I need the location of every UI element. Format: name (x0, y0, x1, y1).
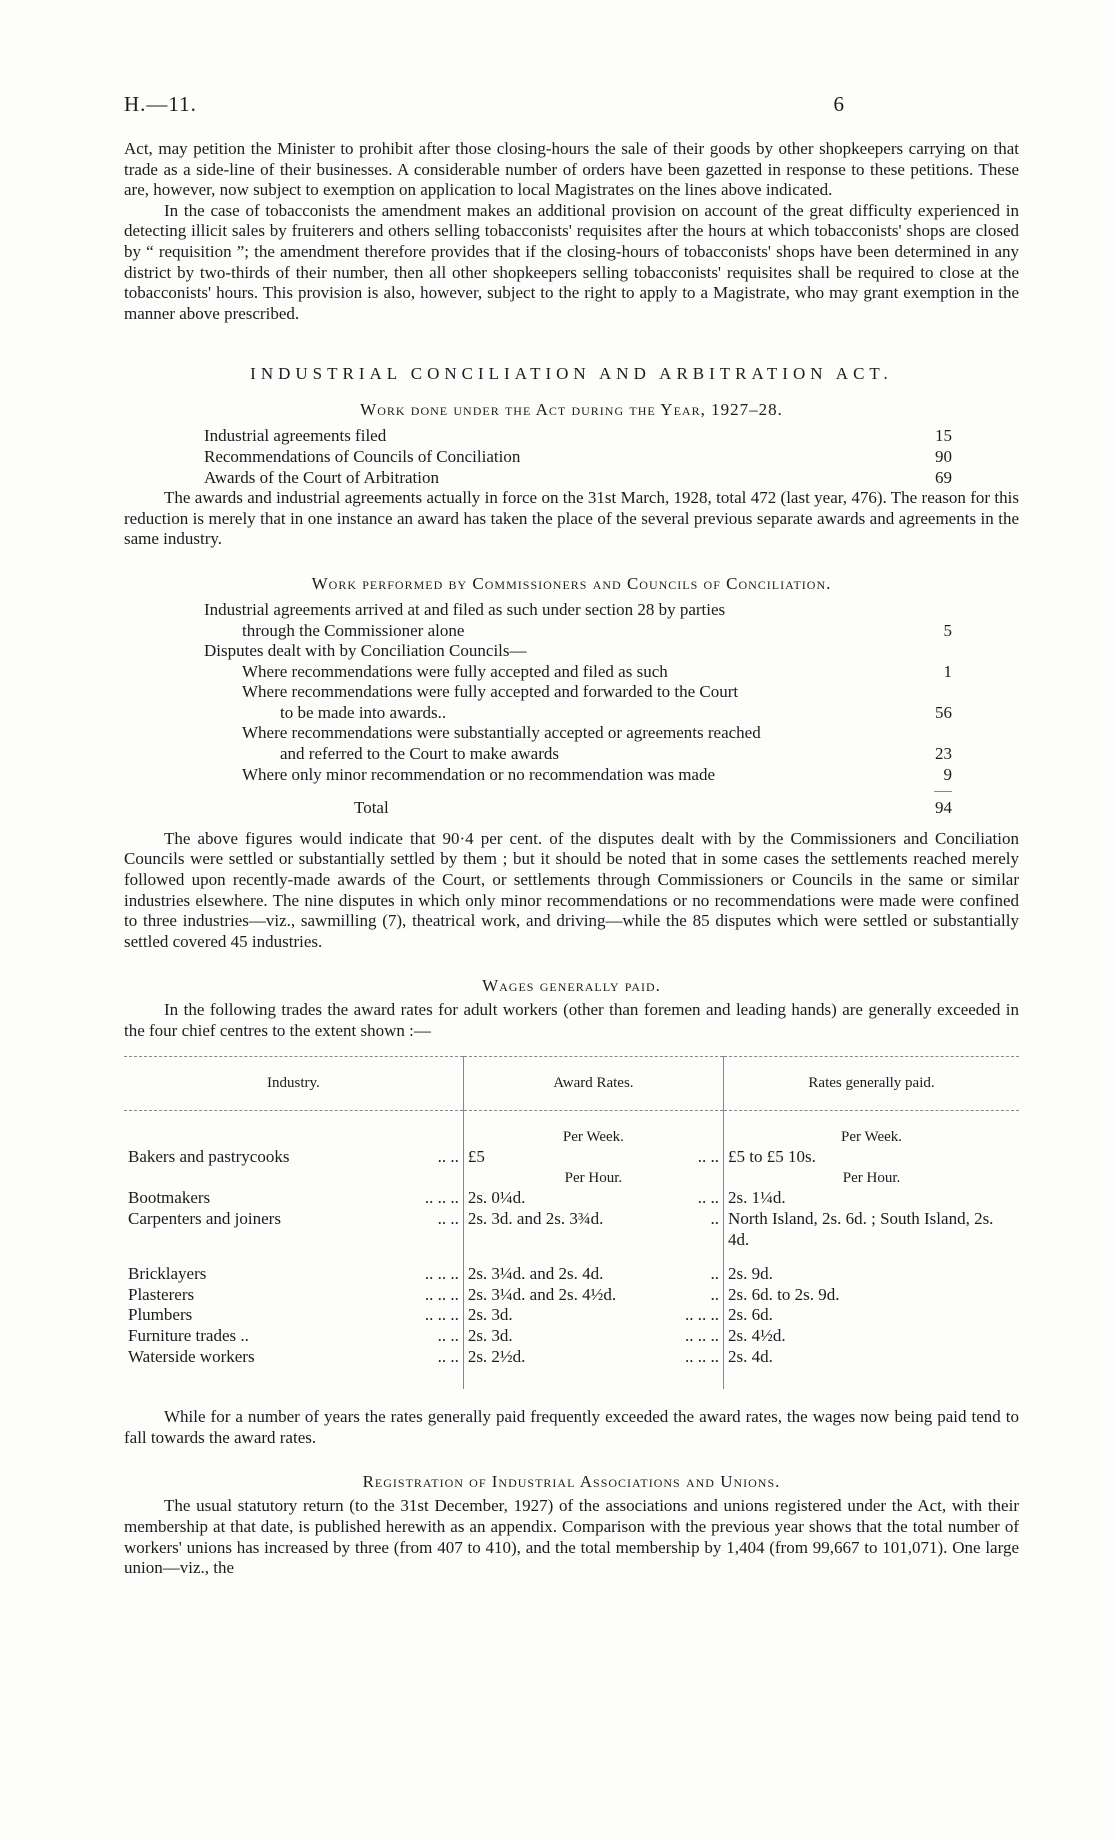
commissioners-list (204, 600, 952, 819)
row-label: Awards of the Court of Arbitration (204, 467, 439, 487)
industry-cell: Bricklayers (128, 1264, 207, 1284)
row-value: 15 (935, 426, 952, 446)
work-done-list (204, 426, 952, 488)
table-row: Bootmakers .. .. .. 2s. 0¼d. .. .. 2s. 1¼d. (124, 1188, 1019, 1209)
dispute-value: 56 (935, 702, 952, 722)
line1-value: 5 (943, 620, 952, 640)
industry-cell: Furniture trades .. (128, 1325, 249, 1345)
industry-cell: Waterside workers (128, 1346, 255, 1366)
table-row: Waterside workers .. .. 2s. 2½d. .. .. .. 2s. 4d. (124, 1347, 1019, 1368)
dispute-value: 23 (935, 744, 952, 764)
paid-cell: 2s. 4d. (728, 1346, 773, 1366)
total-label: Total (354, 798, 389, 818)
row-label: Industrial agreements filed (204, 426, 387, 446)
intro-paragraph-2: In the case of tobacconists the amendment makes an additional provision on account of the great difficulty experienced in detecting illicit sales by fruiterers and others selling tobacconists' requisites after the hours at which tobacconists' shops are closed by “ requisition ”; the amendment therefore provides that if the closing-hours of tobacconists' shops have been determined in any district by two-thirds of their number, then all other shopkeepers selling tobacconists' requisites shall be required to close at the tobacconists' hours. This provision is also, however, subject to the right to apply to a Magistrate, who may grant exemption in the manner above prescribed. (124, 200, 1019, 323)
work-done-row (204, 468, 952, 489)
col-award: Award Rates. (463, 1056, 723, 1110)
work-done-row (204, 447, 952, 468)
document-page (124, 92, 1019, 1579)
table-row: Furniture trades .. .. .. 2s. 3d. .. .. .. 2s. 4½d. (124, 1326, 1019, 1347)
dispute-row-3 (204, 744, 952, 765)
dispute-value: 1 (943, 661, 952, 681)
commissioners-heading: Work performed by Commissioners and Councils of Conciliation. (311, 573, 832, 593)
paid-cell: 2s. 9d. (728, 1264, 773, 1284)
table-row (124, 1168, 1019, 1189)
unit-label: Per Week. (841, 1128, 903, 1145)
commissioners-paragraph: The above figures would indicate that 90·4 per cent. of the disputes dealt with by the Commissioners and Conciliation Councils were settled or substantially settled by them ; but it should be noted that in some cases the settlements reached merely followed upon recently-made awards of the Court, or settlements through Commissioners or Councils in the same or similar industries elsewhere. The nine disputes in which only minor recommendations or no recommendations were made were confined to three industries—viz., sawmilling (7), theatrical work, and driving—while the 85 disputes which were settled or substantially settled covered 45 industries. (124, 828, 1019, 951)
intro-paragraph-1: Act, may petition the Minister to prohibit after those closing-hours the sale of their goods by other shopkeepers carrying on that trade as a side-line of their businesses. A considerable number of orders have been gazetted in response to these petitions. These are, however, now subject to exemption on application to local Magistrates on the lines above indicated. (124, 139, 1019, 200)
industry-cell: Bootmakers (128, 1188, 211, 1208)
table-header-row (124, 1056, 1019, 1110)
registration-paragraph: The usual statutory return (to the 31st December, 1927) of the associations and unions registered under the Act, with their membership at that date, is published herewith as an appendix. Comparison with the previous year shows that the total number of workers' unions has increased by three (from 407 to 410), and the total membership by 1,404 (from 99,667 to 101,071). One large union—viz., the (124, 1496, 1019, 1578)
table-row: Carpenters and joiners .. .. 2s. 3d. and 2s. 3¾d. .. North Island, 2s. 6d. ; South Island, 2s. 4d. (124, 1209, 1019, 1250)
award-cell: 2s. 3d. (467, 1305, 513, 1325)
dispute-label: Where recommendations were substantially accepted or agreements reached (242, 723, 761, 743)
paid-cell: 2s. 4½d. (728, 1325, 786, 1345)
work-done-row (204, 426, 952, 447)
act-title: INDUSTRIAL CONCILIATION AND ARBITRATION ACT. (250, 364, 893, 384)
table-row (124, 1127, 1019, 1148)
work-done-paragraph: The awards and industrial agreements actually in force on the 31st March, 1928, total 472 (last year, 476). The reason for this reduction is merely that in one instance an award has taken the place of the several previous separate awards and agreements in the same industry. (124, 488, 1019, 549)
row-value: 69 (935, 467, 952, 487)
award-cell: £5 (467, 1147, 485, 1167)
total-row (204, 798, 952, 819)
dispute-row-4 (204, 765, 952, 786)
row-label: Recommendations of Councils of Conciliation (204, 446, 521, 466)
award-cell: 2s. 3¼d. and 2s. 4½d. (467, 1284, 617, 1304)
disputes-label: Disputes dealt with by Conciliation Councils— (204, 641, 527, 661)
award-cell: 2s. 3¼d. and 2s. 4d. (467, 1264, 604, 1284)
dispute-value: 9 (943, 764, 952, 784)
report-reference: H.—11. (124, 92, 197, 116)
col-paid: Rates generally paid. (724, 1056, 1019, 1110)
total-rule (934, 791, 952, 792)
paid-cell: £5 to £5 10s. (728, 1147, 816, 1167)
dispute-label: to be made into awards.. (280, 702, 447, 722)
dispute-label: and referred to the Court to make awards (280, 744, 559, 764)
page-number: 6 (833, 92, 844, 116)
wages-closing-paragraph: While for a number of years the rates generally paid frequently exceeded the award rates, the wages now being paid tend to fall towards the award rates. (124, 1407, 1019, 1447)
award-cell: 2s. 0¼d. (467, 1188, 526, 1208)
award-cell: 2s. 3d. and 2s. 3¾d. (467, 1208, 604, 1228)
unit-label: Per Week. (562, 1128, 624, 1145)
unit-label: Per Hour. (564, 1169, 623, 1186)
work-done-heading: Work done under the Act during the Year, 1927–28. (360, 400, 783, 420)
wages-table (124, 1056, 1019, 1390)
line1b: through the Commissioner alone (242, 620, 465, 640)
dispute-label: Where recommendations were fully accepted and filed as such (242, 661, 668, 681)
paid-cell: North Island, 2s. 6d. ; South Island, 2s. 4d. (728, 1208, 994, 1249)
paid-cell: 2s. 6d. to 2s. 9d. (728, 1284, 840, 1304)
paid-cell: 2s. 6d. (728, 1305, 773, 1325)
award-cell: 2s. 2½d. (467, 1346, 526, 1366)
award-cell: 2s. 3d. (467, 1325, 513, 1345)
industry-cell: Plumbers (128, 1305, 193, 1325)
line1a: Industrial agreements arrived at and filed as such under section 28 by parties (204, 599, 726, 619)
total-value: 94 (935, 798, 952, 818)
dispute-label: Where recommendations were fully accepted and forwarded to the Court (242, 682, 739, 702)
registration-heading: Registration of Industrial Associations and Unions. (362, 1472, 781, 1492)
paid-cell: 2s. 1¼d. (728, 1188, 786, 1208)
dispute-row-1 (204, 662, 952, 683)
table-row: Plasterers .. .. .. 2s. 3¼d. and 2s. 4½d. .. 2s. 6d. to 2s. 9d. (124, 1285, 1019, 1306)
table-row: Plumbers .. .. .. 2s. 3d. .. .. .. 2s. 6d. (124, 1305, 1019, 1326)
unit-label: Per Hour. (842, 1169, 901, 1186)
line1-row (204, 621, 952, 642)
table-row: Bricklayers .. .. .. 2s. 3¼d. and 2s. 4d. .. 2s. 9d. (124, 1264, 1019, 1285)
industry-cell: Carpenters and joiners (128, 1208, 281, 1228)
industry-cell: Plasterers (128, 1284, 195, 1304)
row-value: 90 (935, 446, 952, 466)
table-row: Bakers and pastrycooks .. .. £5 .. .. £5 to £5 10s. (124, 1147, 1019, 1168)
dispute-row-2 (204, 703, 952, 724)
wages-intro: In the following trades the award rates for adult workers (other than foremen and leading hands) are generally exceeded in the four chief centres to the extent shown :— (124, 1000, 1019, 1040)
wages-heading: Wages generally paid. (482, 976, 661, 996)
page-header (124, 92, 844, 117)
col-industry: Industry. (124, 1056, 463, 1110)
dispute-label: Where only minor recommendation or no recommendation was made (242, 764, 716, 784)
industry-cell: Bakers and pastrycooks (128, 1147, 290, 1167)
